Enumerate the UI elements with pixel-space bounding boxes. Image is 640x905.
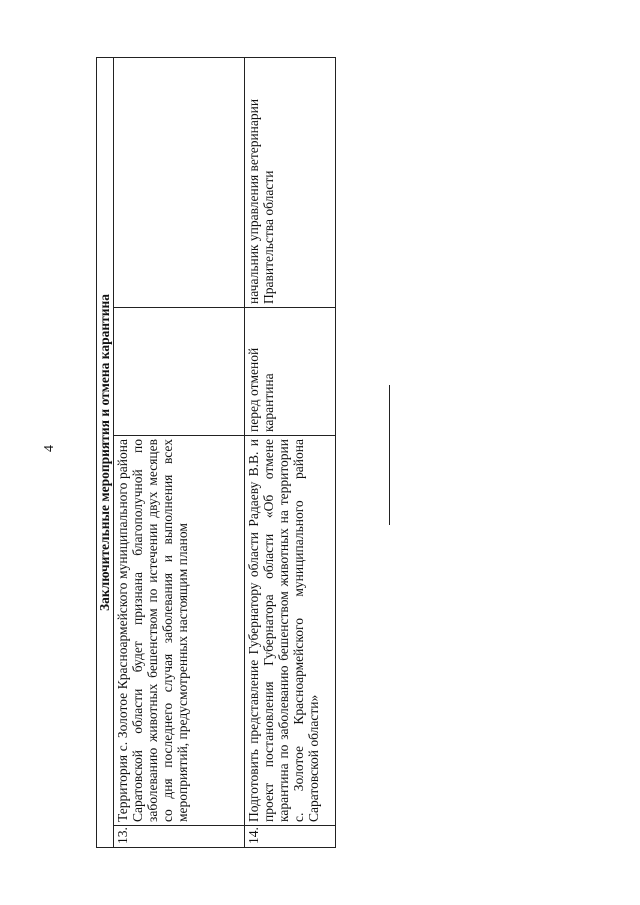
row-number: 14.: [245, 826, 336, 848]
responsible-cell: [114, 57, 245, 307]
table-row: [245, 57, 336, 847]
term-cell: перед отменой карантина: [245, 308, 336, 436]
row-number: 13.: [114, 826, 245, 848]
section-title: Заключительные мероприятия и отмена карантина: [97, 57, 114, 847]
table-row: [114, 57, 245, 847]
responsible-cell: начальник управления ветеринарии Правительства области: [245, 57, 336, 307]
plan-table: [96, 58, 336, 848]
term-cell: [114, 308, 245, 436]
page-number: 4: [42, 445, 57, 452]
event-cell: Территория с. Золотое Красноармейского муниципального района Саратовской области будет признана благополучной по заболеванию животных бешенством по истечении двух месяцев со дня последнего случая заболевания и выполнения всех мероприятий, предусмотренных настоящим планом: [114, 436, 245, 826]
section-header-row: [97, 57, 114, 847]
separator-line: [389, 385, 390, 525]
event-cell: Подготовить представление Губернатору области Радаеву В.В. и проект постановления Губернатора области «Об отмене карантина по заболеванию бешенством животных на территории с. Золотое Красноармейского муниципального района Саратовской области»: [245, 436, 336, 826]
